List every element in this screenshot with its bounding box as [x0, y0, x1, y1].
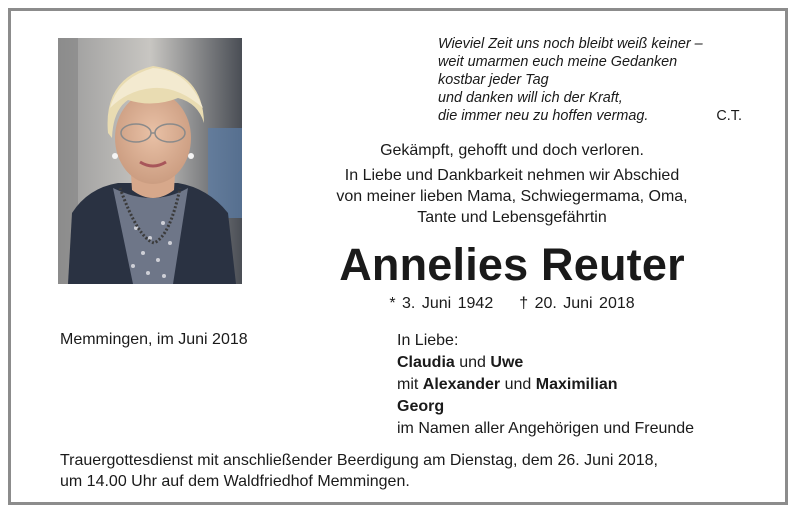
- poem-line: kostbar jeder Tag: [438, 72, 549, 88]
- conjunction: und: [454, 354, 491, 371]
- mourner-name: Maximilian: [535, 376, 618, 393]
- birth-date: * 3. Juni 1942: [389, 295, 494, 312]
- intro-line: In Liebe und Dankbarkeit nehmen wir Abschied: [344, 167, 680, 184]
- mourner-name: Georg: [397, 398, 445, 415]
- mourners-list: [397, 330, 694, 440]
- poem-line: und danken will ich der Kraft,: [438, 90, 623, 106]
- portrait-image: [58, 38, 242, 284]
- poem-line: die immer neu zu hoffen vermag.: [438, 108, 649, 124]
- place-date: Memmingen, im Juni 2018: [60, 331, 248, 348]
- poem-line: Wieviel Zeit uns noch bleibt weiß keiner –: [438, 36, 703, 52]
- poem-initials: C.T.: [716, 108, 742, 124]
- mourner-name: Uwe: [490, 354, 524, 371]
- intro-line: Tante und Lebensgefährtin: [417, 209, 607, 226]
- motto: Gekämpft, gehofft und doch verloren.: [380, 142, 644, 159]
- mourner-name: Claudia: [397, 354, 455, 371]
- memorial-poem: [438, 35, 748, 125]
- portrait-photo: [58, 38, 242, 284]
- funeral-service-info: [60, 450, 760, 492]
- mourners-line: [397, 352, 694, 374]
- mourners-line: [397, 396, 694, 418]
- mourners-line: [397, 374, 694, 396]
- service-line: um 14.00 Uhr auf dem Waldfriedhof Memmingen.: [60, 473, 410, 490]
- mourners-closing: im Namen aller Angehörigen und Freunde: [397, 420, 695, 437]
- service-line: Trauergottesdienst mit anschließender Beerdigung am Dienstag, dem 26. Juni 2018,: [60, 452, 658, 469]
- death-date: † 20. Juni 2018: [519, 295, 635, 312]
- intro-line: von meiner lieben Mama, Schwiegermama, Oma,: [336, 188, 688, 205]
- mourners-heading: In Liebe:: [397, 332, 459, 349]
- mourner-name: Alexander: [422, 376, 501, 393]
- poem-line: weit umarmen euch meine Gedanken: [438, 54, 678, 70]
- farewell-intro: [262, 165, 762, 228]
- deceased-name: Annelies Reuter: [339, 239, 685, 290]
- conjunction: mit: [397, 376, 423, 393]
- conjunction: und: [500, 376, 536, 393]
- life-dates: [262, 294, 762, 314]
